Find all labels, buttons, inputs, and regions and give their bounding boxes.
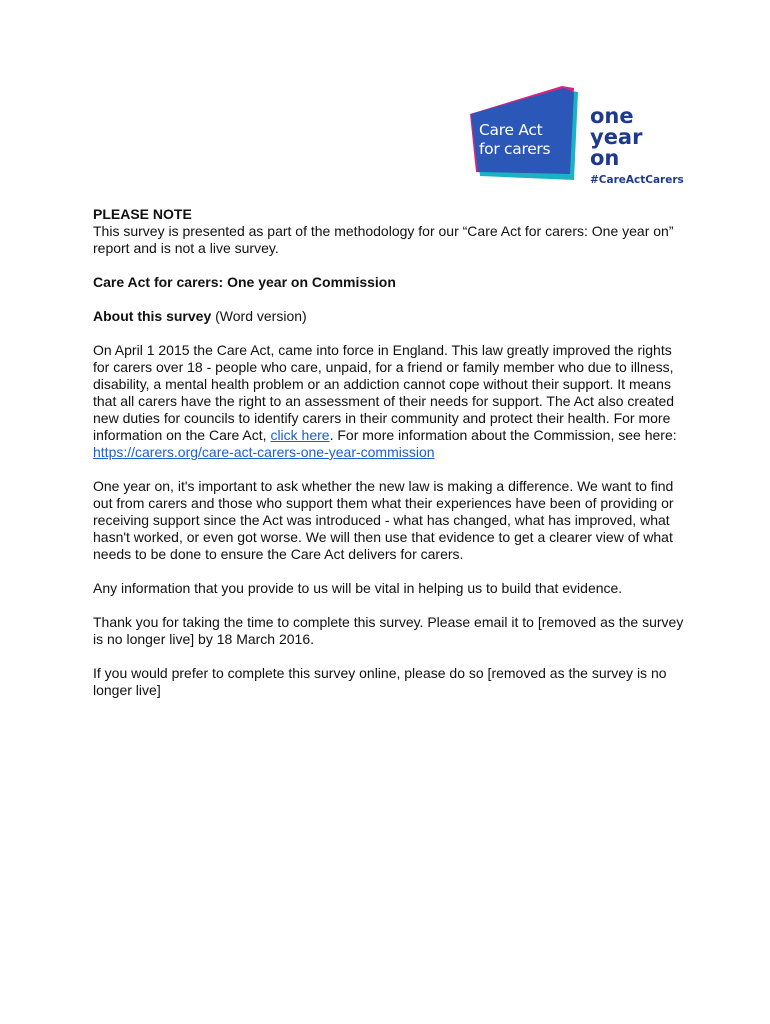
document-body <box>93 206 689 716</box>
please-note-text: This survey is presented as part of the methodology for our “Care Act for carers: One year on” report and is not a live survey. <box>93 223 674 256</box>
about-suffix: (Word version) <box>215 308 307 324</box>
care-act-logo <box>466 84 682 192</box>
logo-badge-line1: Care Act <box>479 121 543 139</box>
commission-link[interactable]: https://carers.org/care-act-carers-one-year-commission <box>93 444 435 460</box>
commission-title-text: Care Act for carers: One year on Commission <box>93 274 396 290</box>
thanks-paragraph: Thank you for taking the time to complete this survey. Please email it to [removed as the survey is no longer live] by 18 March 2016. <box>93 614 684 647</box>
logo-on: on <box>590 146 620 170</box>
about-heading <box>93 308 689 325</box>
care-act-link[interactable]: click here <box>270 427 330 443</box>
please-note-heading: PLEASE NOTE <box>93 206 192 222</box>
online-paragraph: If you would prefer to complete this survey online, please do so [removed as the survey is no longer live] <box>93 665 667 698</box>
please-note-block <box>93 206 689 257</box>
intro-paragraph <box>93 342 689 461</box>
logo-badge-line2: for carers <box>479 140 551 158</box>
logo-badge-text <box>479 121 569 159</box>
about-label: About this survey <box>93 308 212 324</box>
logo-hashtag: #CareActCarers <box>590 174 684 186</box>
evidence-paragraph: Any information that you provide to us will be vital in helping us to build that evidence. <box>93 580 623 596</box>
logo-year: year <box>590 125 643 149</box>
logo-one: one <box>590 104 634 128</box>
logo-one-year-on <box>590 106 642 169</box>
intro-text: On April 1 2015 the Care Act, came into force in England. This law greatly improved the rights for carers over 18 - people who care, unpaid, for a friend or family member who due to illness, disability, a mental health problem or an addiction cannot cope without their support. It means that all carers have the right to an assessment of their needs for support. The Act also created new duties for councils to identify carers in their community and protect their health. For more information on the Care Act, <box>93 342 675 443</box>
commission-title <box>93 274 689 291</box>
intro-middle-text: . For more information about the Commission, see here: <box>329 427 677 443</box>
purpose-paragraph: One year on, it's important to ask whether the new law is making a difference. We want to find out from carers and those who support them what their experiences have been of providing or receiving support since the Act was introduced - what has changed, what has improved, what hasn't worked, or even got worse. We will then use that evidence to get a clearer view of what needs to be done to ensure the Care Act delivers for carers. <box>93 478 674 562</box>
